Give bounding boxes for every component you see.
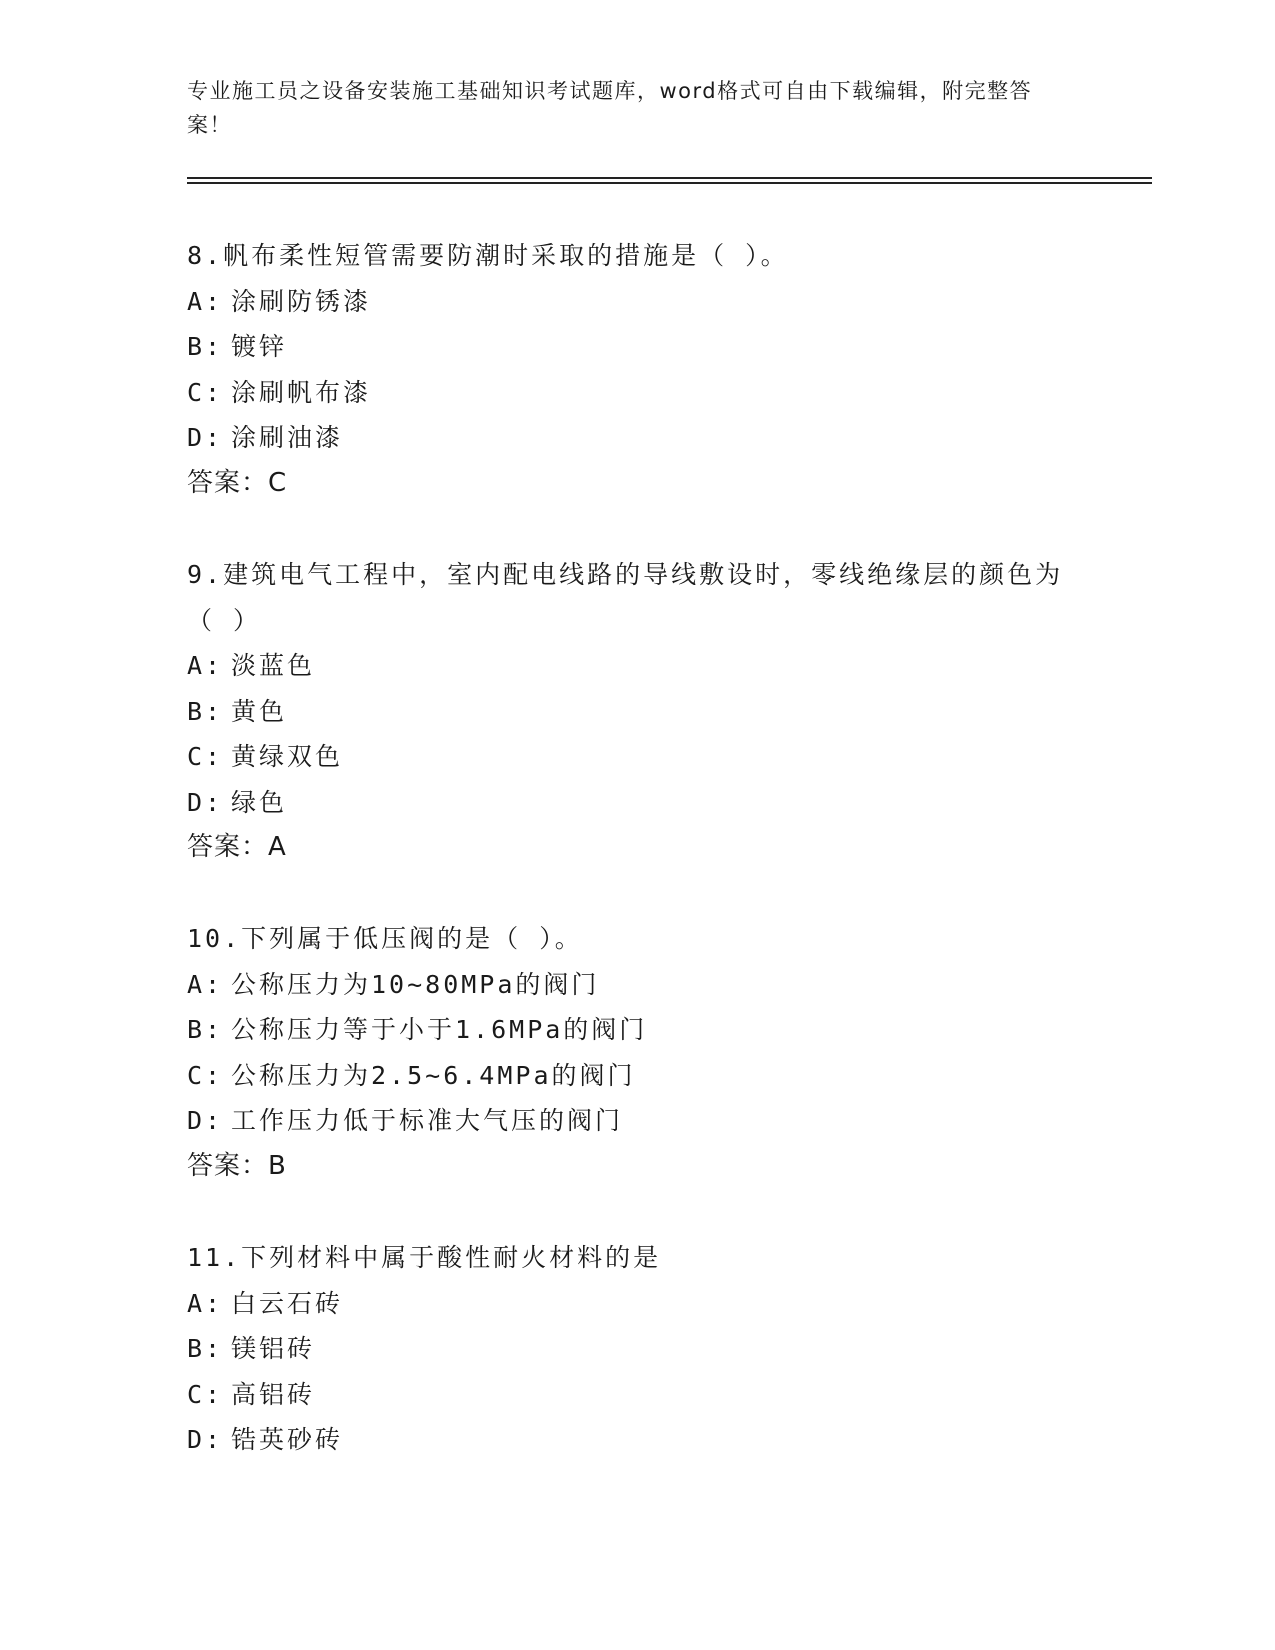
option-text: 黄色 [231,696,288,726]
option-letter: B: [187,696,224,726]
header-divider-top [187,177,1152,179]
option-b [187,1326,1067,1372]
option-letter: B: [187,1015,224,1044]
answer-line: 答案：C [187,467,288,498]
question-stem: 10.下列属于低压阀的是（ ）。 [187,924,583,953]
question-8 [187,233,1067,506]
option-letter: D: [187,1425,224,1454]
option-letter: A: [187,286,224,316]
question-11 [187,1235,1067,1463]
option-letter: D: [187,787,224,817]
header-divider-bottom [187,182,1152,184]
option-c [187,1053,1067,1099]
option-text: 公称压力为10~80MPa的阀门 [231,969,600,999]
option-c [187,1372,1067,1418]
question-9 [187,552,1067,871]
question-10 [187,916,1067,1189]
option-letter: C: [187,1060,224,1090]
option-letter: D: [187,1106,224,1135]
option-letter: C: [187,377,224,407]
option-text: 公称压力为2.5~6.4MPa的阀门 [231,1060,636,1090]
option-text: 绿色 [231,787,288,817]
option-text: 镀锌 [231,332,288,361]
option-letter: B: [187,1334,224,1363]
option-d [187,1098,1067,1144]
option-letter: D: [187,423,224,452]
option-text: 涂刷防锈漆 [231,286,372,316]
option-letter: C: [187,742,224,771]
option-letter: A: [187,969,224,999]
option-text: 白云石砖 [231,1288,344,1318]
option-d [187,780,1067,826]
option-text: 公称压力等于小于1.6MPa的阀门 [231,1015,648,1044]
question-stem: 9.建筑电气工程中，室内配电线路的导线敷设时，零线绝缘层的颜色为（ ） [187,560,1064,635]
option-a [187,1281,1067,1327]
option-text: 锆英砂砖 [231,1425,344,1454]
option-text: 工作压力低于标准大气压的阀门 [231,1106,624,1135]
option-text: 涂刷油漆 [231,423,344,452]
option-letter: C: [187,1379,224,1409]
question-stem: 8.帆布柔性短管需要防潮时采取的措施是（ ）。 [187,241,789,270]
answer-line: 答案：A [187,832,287,862]
option-letter: B: [187,332,224,361]
option-b [187,1007,1067,1053]
option-c [187,734,1067,780]
answer-line: 答案：B [187,1150,287,1181]
option-letter: A: [187,651,224,680]
option-letter: A: [187,1288,224,1318]
option-b [187,689,1067,735]
option-c [187,370,1067,416]
option-a [187,962,1067,1008]
option-a [187,279,1067,325]
option-d [187,1417,1067,1463]
option-text: 镁铝砖 [231,1334,316,1363]
question-stem: 11.下列材料中属于酸性耐火材料的是 [187,1243,662,1272]
option-text: 涂刷帆布漆 [231,377,372,407]
option-text: 黄绿双色 [231,742,344,771]
option-text: 淡蓝色 [231,651,316,680]
option-a [187,643,1067,689]
option-b [187,324,1067,370]
document-header: 专业施工员之设备安装施工基础知识考试题库，word格式可自由下载编辑，附完整答案！ [187,79,1033,137]
option-d [187,415,1067,461]
option-text: 高铝砖 [231,1379,316,1409]
